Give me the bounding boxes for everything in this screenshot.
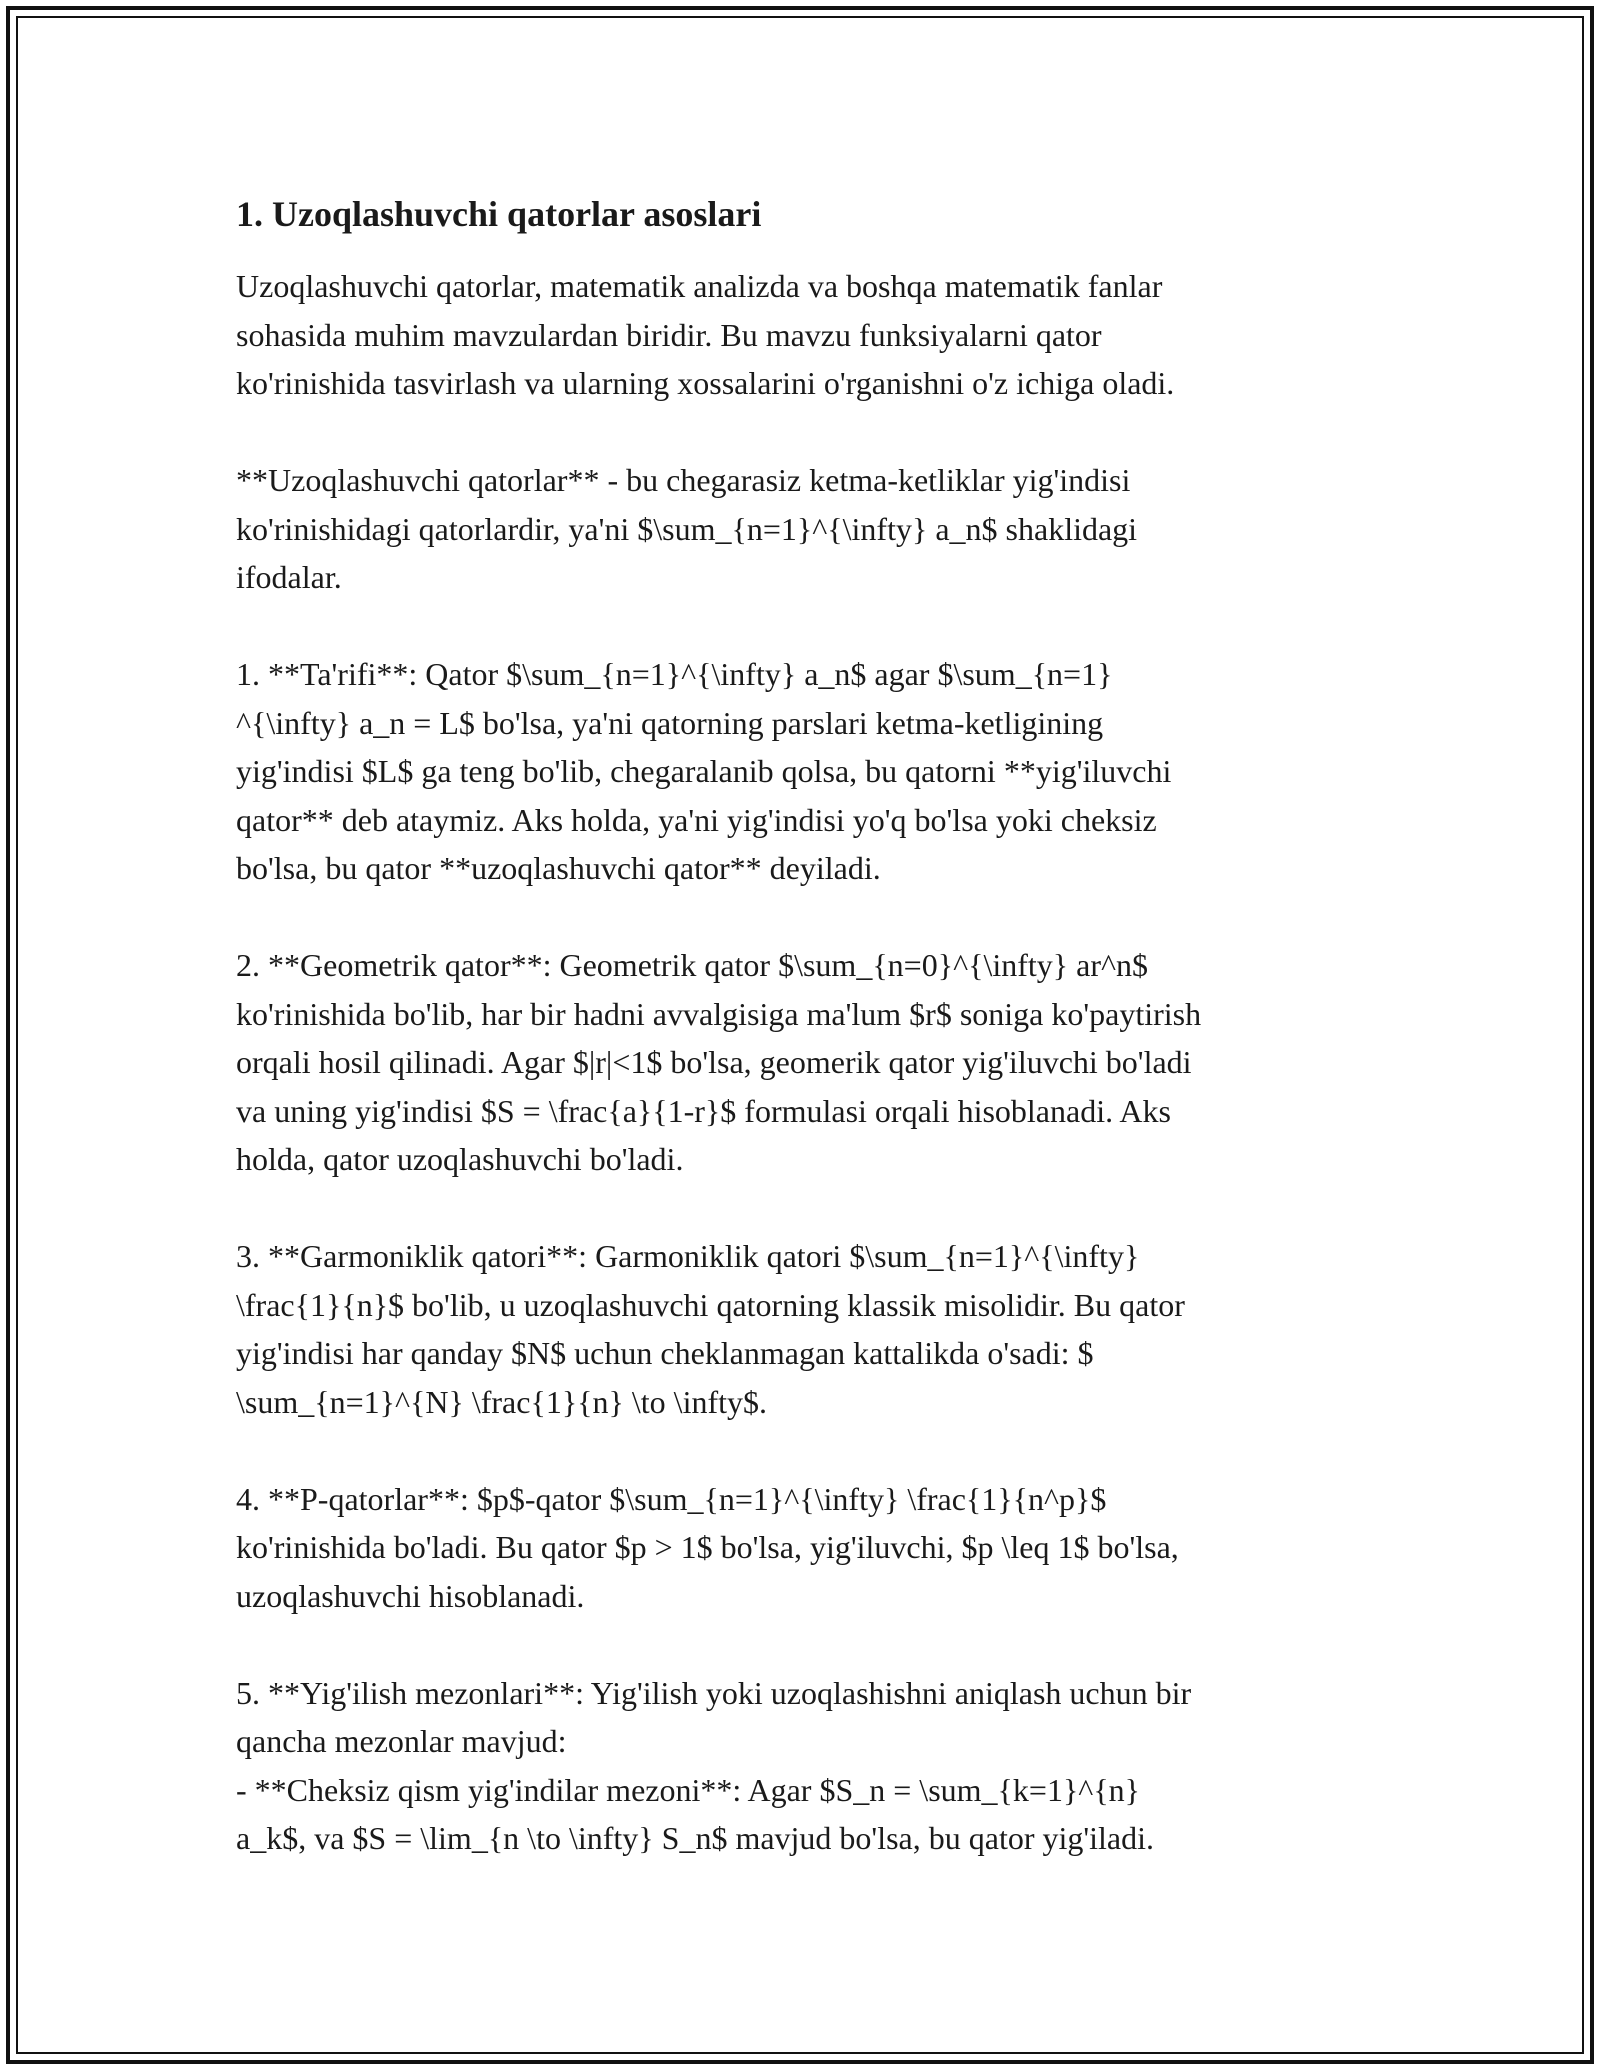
paragraph-item-3-garmoniklik: 3. **Garmoniklik qatori**: Garmoniklik qatori $\sum_{n=1}^{\infty} \frac{1}{n}$ bo'lib, u uzoqlashuvchi qatorning klassik misolidir. Bu qator yig'indisi har qanday $N$ uchun cheklanmagan kattalikda o'sadi: $ \sum_{n=1}^{N} \frac{1}{n} \to \infty$. bbox=[236, 1238, 1185, 1420]
paragraph-item-1-tarifi: 1. **Ta'rifi**: Qator $\sum_{n=1}^{\infty} a_n$ agar $\sum_{n=1} ^{\infty} a_n = L$ bo'lsa, ya'ni qatorning parslari ketma-ketligining yig'indisi $L$ ga teng bo'lib, chegaralanib qolsa, bu qatorni **yig'iluvchi qator** deb ataymiz. Aks holda, ya'ni yig'indisi yo'q bo'lsa yoki cheksiz bo'lsa, bu qator **uzoqlashuvchi qator** deyiladi. bbox=[236, 656, 1172, 886]
paragraph-item-2-geometrik: 2. **Geometrik qator**: Geometrik qator $\sum_{n=0}^{\infty} ar^n$ ko'rinishida bo'lib, har bir hadni avvalgisiga ma'lum $r$ soniga ko'paytirish orqali hosil qilinadi. Agar $|r|<1$ bo'lsa, geomerik qator yig'iluvchi bo'ladi va uning yig'indisi $S = \frac{a}{1-r}$ formulasi orqali hisoblanadi. Aks holda, qator uzoqlashuvchi bo'ladi. bbox=[236, 947, 1202, 1177]
paragraph-item-4-p-qatorlar: 4. **P-qatorlar**: $p$-qator $\sum_{n=1}^{\infty} \frac{1}{n^p}$ ko'rinishida bo'ladi. Bu qator $p > 1$ bo'lsa, yig'iluvchi, $p \leq 1$ bo'lsa, uzoqlashuvchi hisoblanadi. bbox=[236, 1480, 1179, 1614]
paragraph-intro: Uzoqlashuvchi qatorlar, matematik analizda va boshqa matematik fanlar sohasida muhim mavzulardan biridir. Bu mavzu funksiyalarni qator ko'rinishida tasvirlash va ularning xossalarini o'rganishni o'z ichiga oladi. bbox=[236, 268, 1175, 401]
paragraph-definition: **Uzoqlashuvchi qatorlar** - bu chegarasiz ketma-ketliklar yig'indisi ko'rinishidagi qatorlardir, ya'ni $\sum_{n=1}^{\infty} a_n$ shaklidagi ifodalar. bbox=[236, 462, 1138, 595]
section-heading: 1. Uzoqlashuvchi qatorlar asoslari bbox=[236, 194, 762, 234]
document-body bbox=[236, 190, 1366, 1863]
paragraph-item-5-mezonlar: 5. **Yig'ilish mezonlari**: Yig'ilish yoki uzoqlashishni aniqlash uchun bir qancha mezonlar mavjud: - **Cheksiz qism yig'indilar mezoni**: Agar $S_n = \sum_{k=1}^{n} a_k$, va $S = \lim_{n \to \infty} S_n$ mavjud bo'lsa, bu qator yig'iladi. bbox=[236, 1674, 1192, 1856]
